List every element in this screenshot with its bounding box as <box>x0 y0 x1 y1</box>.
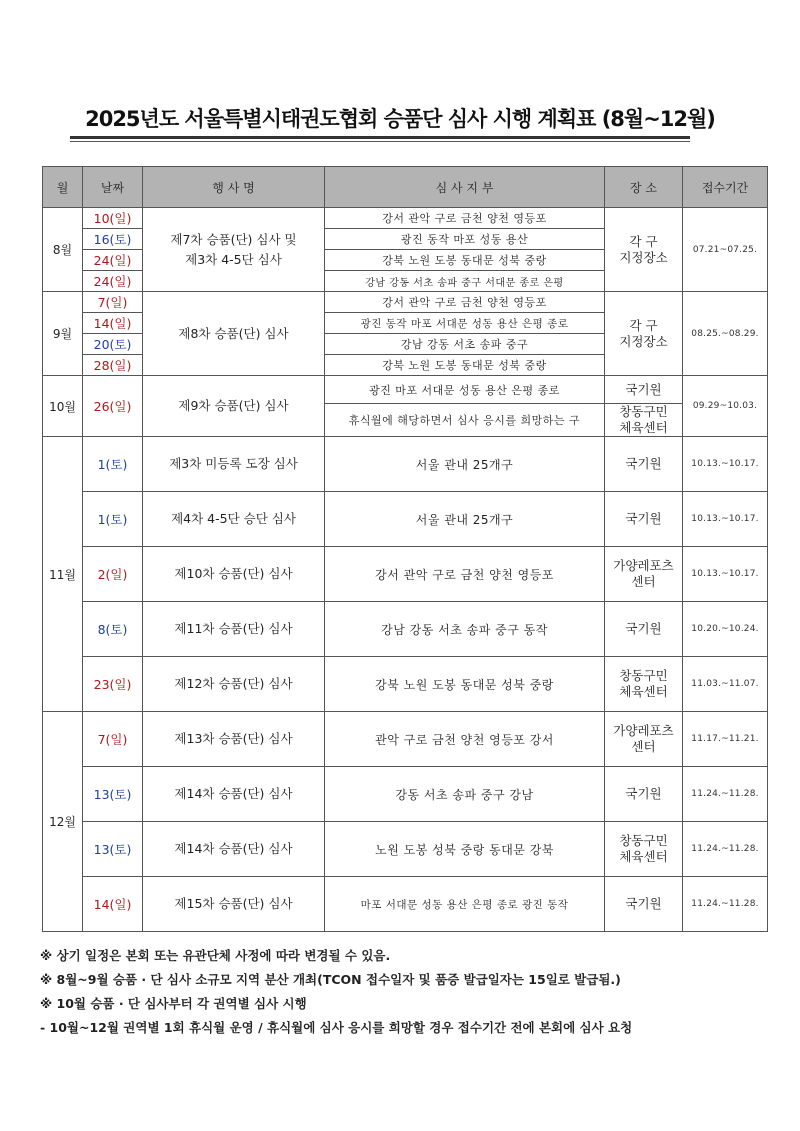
month-cell-sep: 9월 <box>43 292 83 376</box>
header-date: 날짜 <box>83 167 143 208</box>
table-row <box>43 492 768 547</box>
region-cell: 광진 동작 마포 서대문 성동 용산 은평 종로 <box>325 313 605 334</box>
date-cell: 10(일) <box>83 208 143 229</box>
date-cell: 2(일) <box>83 547 143 602</box>
date-cell: 7(일) <box>83 712 143 767</box>
header-location: 장 소 <box>605 167 683 208</box>
location-cell <box>605 492 683 547</box>
region-cell: 강서 관악 구로 금천 양천 영등포 <box>325 208 605 229</box>
location-cell <box>605 822 683 877</box>
location-line: 센터 <box>631 739 656 754</box>
location-line: 지정장소 <box>619 249 668 265</box>
region-cell: 강북 노원 도봉 동대문 성북 중랑 <box>325 657 605 712</box>
region-cell: 휴식월에 해당하면서 심사 응시를 희망하는 구 <box>325 404 605 437</box>
title-underline-thin <box>70 141 690 142</box>
period-cell: 10.13.~10.17. <box>683 437 768 492</box>
period-cell: 11.17.~11.21. <box>683 712 768 767</box>
region-cell: 광진 동작 마포 성동 용산 <box>325 229 605 250</box>
note-line: - 10월~12월 권역별 1회 휴식월 운영 / 휴식월에 심사 응시를 희망할 경우 접수기간 전에 본회에 심사 요청 <box>40 1020 633 1035</box>
date-cell: 1(토) <box>83 492 143 547</box>
month-cell-nov: 11월 <box>43 437 83 712</box>
table-row <box>43 767 768 822</box>
table-row <box>43 877 768 932</box>
region-cell: 강북 노원 도봉 동대문 성북 중랑 <box>325 355 605 376</box>
table-row <box>43 292 768 313</box>
table-row <box>43 602 768 657</box>
region-cell: 강남 강동 서초 송파 중구 서대문 종로 은평 <box>325 271 605 292</box>
period-cell: 11.24.~11.28. <box>683 822 768 877</box>
note-line: ※ 10월 승품 · 단 심사부터 각 권역별 심사 시행 <box>40 996 307 1011</box>
schedule-table <box>42 166 768 932</box>
location-cell <box>605 877 683 932</box>
location-line: 각 구 <box>629 233 658 249</box>
location-line: 센터 <box>631 574 656 589</box>
location-cell <box>605 292 683 376</box>
month-cell-oct: 10월 <box>43 376 83 437</box>
period-cell: 10.13.~10.17. <box>683 492 768 547</box>
location-line: 국기원 <box>625 621 662 636</box>
event-cell: 제3차 미등록 도장 심사 <box>143 437 325 492</box>
period-cell: 07.21~07.25. <box>683 208 768 292</box>
region-cell: 강남 강동 서초 송파 중구 <box>325 334 605 355</box>
location-line: 국기원 <box>625 896 662 911</box>
table-row <box>43 822 768 877</box>
note-line: ※ 8월~9월 승품 · 단 심사 소규모 지역 분산 개최(TCON 접수일자 및 품증 발급일자는 15일로 발급됨.) <box>40 972 621 987</box>
location-line: 각 구 <box>629 317 658 333</box>
event-cell: 제15차 승품(단) 심사 <box>143 877 325 932</box>
date-cell: 16(토) <box>83 229 143 250</box>
location-cell <box>605 437 683 492</box>
period-cell: 10.20.~10.24. <box>683 602 768 657</box>
month-cell-aug: 8월 <box>43 208 83 292</box>
region-cell: 서울 관내 25개구 <box>325 492 605 547</box>
header-month: 월 <box>43 167 83 208</box>
location-line: 국기원 <box>625 786 662 801</box>
table-row <box>43 657 768 712</box>
location-cell <box>605 547 683 602</box>
date-cell: 13(토) <box>83 767 143 822</box>
header-event: 행 사 명 <box>143 167 325 208</box>
month-cell-dec: 12월 <box>43 712 83 932</box>
notes-section <box>40 946 780 1042</box>
location-cell: 국기원 <box>605 376 683 404</box>
region-cell: 서울 관내 25개구 <box>325 437 605 492</box>
event-cell: 제12차 승품(단) 심사 <box>143 657 325 712</box>
event-cell: 제8차 승품(단) 심사 <box>143 292 325 376</box>
location-line: 국기원 <box>625 511 662 526</box>
location-line: 가양레포츠 <box>613 723 674 738</box>
period-cell: 09.29~10.03. <box>683 376 768 437</box>
date-cell: 7(일) <box>83 292 143 313</box>
location-line: 지정장소 <box>619 333 668 349</box>
location-line: 체육센터 <box>619 684 668 699</box>
date-cell: 28(일) <box>83 355 143 376</box>
period-cell: 11.24.~11.28. <box>683 767 768 822</box>
date-cell: 8(토) <box>83 602 143 657</box>
event-cell: 제14차 승품(단) 심사 <box>143 822 325 877</box>
table-row <box>43 376 768 404</box>
event-cell: 제9차 승품(단) 심사 <box>143 376 325 437</box>
date-cell: 26(일) <box>83 376 143 437</box>
note-line: ※ 상기 일정은 본회 또는 유관단체 사정에 따라 변경될 수 있음. <box>40 948 391 963</box>
date-cell: 23(일) <box>83 657 143 712</box>
location-line: 국기원 <box>625 456 662 471</box>
location-line: 창동구민 <box>619 833 668 848</box>
header-region: 심 사 지 부 <box>325 167 605 208</box>
location-cell <box>605 657 683 712</box>
page-title: 2025년도 서울특별시태권도협회 승품단 심사 시행 계획표 (8월~12월) <box>85 107 715 131</box>
location-line: 가양레포츠 <box>613 558 674 573</box>
region-cell: 광진 마포 서대문 성동 용산 은평 종로 <box>325 376 605 404</box>
region-cell: 마포 서대문 성동 용산 은평 종로 광진 동작 <box>325 877 605 932</box>
region-cell: 노원 도봉 성북 중랑 동대문 강북 <box>325 822 605 877</box>
header-period: 접수기간 <box>683 167 768 208</box>
event-cell <box>143 208 325 292</box>
location-cell <box>605 767 683 822</box>
region-cell: 강남 강동 서초 송파 중구 동작 <box>325 602 605 657</box>
period-cell: 10.13.~10.17. <box>683 547 768 602</box>
location-cell <box>605 712 683 767</box>
location-cell <box>605 208 683 292</box>
region-cell: 강동 서초 송파 중구 강남 <box>325 767 605 822</box>
title-underline <box>70 136 690 139</box>
region-cell: 강서 관악 구로 금천 양천 영등포 <box>325 547 605 602</box>
event-cell: 제11차 승품(단) 심사 <box>143 602 325 657</box>
table-row <box>43 208 768 229</box>
location-line: 체육센터 <box>619 849 668 864</box>
table-header-row <box>43 167 768 208</box>
region-cell: 강북 노원 도봉 동대문 성북 중랑 <box>325 250 605 271</box>
date-cell: 13(토) <box>83 822 143 877</box>
date-cell: 14(일) <box>83 313 143 334</box>
event-line: 제7차 승품(단) 심사 및 <box>170 231 297 247</box>
location-cell <box>605 602 683 657</box>
date-cell: 24(일) <box>83 250 143 271</box>
period-cell: 08.25.~08.29. <box>683 292 768 376</box>
region-cell: 관악 구로 금천 양천 영등포 강서 <box>325 712 605 767</box>
location-cell <box>605 404 683 437</box>
location-line: 창동구민 <box>619 668 668 683</box>
table-row <box>43 437 768 492</box>
region-cell: 강서 관악 구로 금천 양천 영등포 <box>325 292 605 313</box>
date-cell: 20(토) <box>83 334 143 355</box>
period-cell: 11.24.~11.28. <box>683 877 768 932</box>
location-line: 체육센터 <box>619 420 668 435</box>
event-cell: 제4차 4-5단 승단 심사 <box>143 492 325 547</box>
event-cell: 제10차 승품(단) 심사 <box>143 547 325 602</box>
period-cell: 11.03.~11.07. <box>683 657 768 712</box>
event-cell: 제14차 승품(단) 심사 <box>143 767 325 822</box>
table-row <box>43 547 768 602</box>
location-line: 창동구민 <box>619 404 668 419</box>
event-cell: 제13차 승품(단) 심사 <box>143 712 325 767</box>
date-cell: 24(일) <box>83 271 143 292</box>
date-cell: 1(토) <box>83 437 143 492</box>
date-cell: 14(일) <box>83 877 143 932</box>
table-row <box>43 712 768 767</box>
event-line: 제3차 4-5단 심사 <box>185 251 282 267</box>
